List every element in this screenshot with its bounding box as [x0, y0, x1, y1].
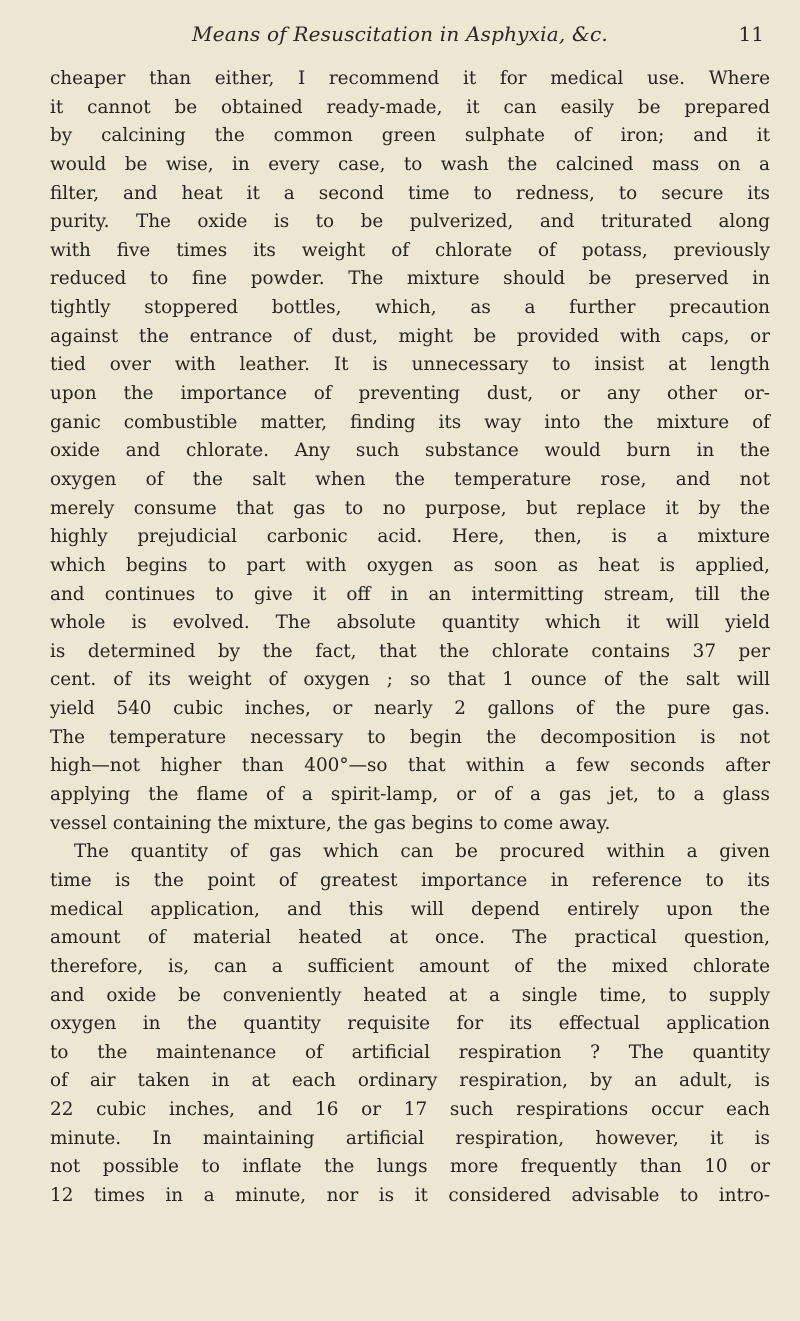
text-line: not possible to inflate the lungs more frequently than 10 or [50, 1156, 770, 1178]
text-line: medical application, and this will depend entirely upon the [50, 898, 770, 920]
text-line: cheaper than either, I recommend it for medical use. Where [50, 68, 770, 89]
page-header [0, 22, 800, 52]
text-line: 12 times in a minute, nor is it considered advisable to intro- [50, 1184, 770, 1206]
text-line: amount of material heated at once. The practical question, [50, 927, 770, 949]
text-line: yield 540 cubic inches, or nearly 2 gallons of the pure gas. [50, 698, 770, 720]
text-line: with five times its weight of chlorate of potass, previously [50, 239, 770, 261]
text-line: vessel containing the mixture, the gas begins to come away. [50, 812, 611, 834]
text-line: applying the flame of a spirit-lamp, or of a gas jet, to a glass [50, 784, 770, 806]
text-line: and oxide be conveniently heated at a single time, to supply [50, 984, 770, 1006]
text-line: tied over with leather. It is unnecessary to insist at length [50, 354, 770, 376]
text-line: high—not higher than 400°—so that within a few seconds after [50, 755, 770, 777]
text-line: whole is evolved. The absolute quantity which it will yield [50, 612, 770, 634]
text-line: therefore, is, can a sufficient amount of the mixed chlorate [50, 955, 770, 977]
text-line: tightly stoppered bottles, which, as a further precaution [50, 297, 770, 319]
text-line: by calcining the common green sulphate of iron; and it [50, 125, 770, 147]
text-line: upon the importance of preventing dust, or any other or- [50, 383, 770, 405]
running-title: Means of Resuscitation in Asphyxia, &c. [192, 22, 608, 46]
text-line: of air taken in at each ordinary respiration, by an adult, is [50, 1070, 770, 1092]
text-line: ganic combustible matter, finding its way into the mixture of [50, 411, 770, 433]
text-line: and continues to give it off in an intermitting stream, till the [50, 583, 770, 605]
text-line: cent. of its weight of oxygen ; so that 1 ounce of the salt will [50, 669, 770, 691]
text-line: which begins to part with oxygen as soon as heat is applied, [50, 554, 770, 576]
body-text [50, 65, 770, 1211]
page-number: 11 [738, 22, 764, 46]
text-line: 22 cubic inches, and 16 or 17 such respirations occur each [50, 1099, 770, 1121]
paragraph [50, 838, 770, 1210]
text-line: against the entrance of dust, might be provided with caps, or [50, 325, 770, 347]
text-line: oxygen of the salt when the temperature rose, and not [50, 468, 770, 490]
text-line: oxide and chlorate. Any such substance would burn in the [50, 440, 770, 462]
text-line: to the maintenance of artificial respiration ? The quantity [50, 1041, 770, 1063]
text-line: it cannot be obtained ready-made, it can easily be prepared [50, 96, 770, 118]
text-line: is determined by the fact, that the chlorate contains 37 per [50, 640, 770, 662]
text-line: The quantity of gas which can be procured within a given [74, 841, 770, 863]
text-line: purity. The oxide is to be pulverized, and triturated along [50, 211, 770, 233]
text-line: reduced to fine powder. The mixture should be preserved in [50, 268, 770, 290]
text-line: filter, and heat it a second time to redness, to secure its [50, 182, 770, 204]
text-line: The temperature necessary to begin the decomposition is not [50, 726, 770, 748]
text-line: would be wise, in every case, to wash the calcined mass on a [50, 153, 770, 175]
text-line: minute. In maintaining artificial respiration, however, it is [50, 1127, 770, 1149]
text-line: oxygen in the quantity requisite for its effectual application [50, 1013, 770, 1035]
text-line: time is the point of greatest importance in reference to its [50, 869, 770, 891]
text-line: merely consume that gas to no purpose, but replace it by the [50, 497, 770, 519]
text-line: highly prejudicial carbonic acid. Here, then, is a mixture [50, 526, 770, 548]
paragraph [50, 65, 770, 838]
